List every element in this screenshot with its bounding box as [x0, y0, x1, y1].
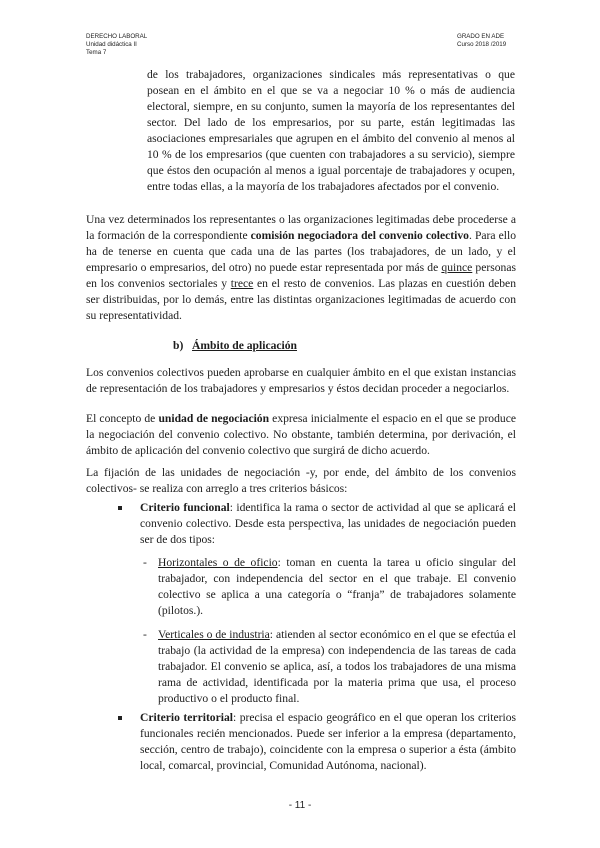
- functional-criterion: Criterio funcional: identifica la rama o sector de actividad al que se aplicará el convenio colectivo. Desde esta perspectiva, las unidades de negociación pueden ser de dos tipos:: [140, 501, 516, 546]
- section-heading: [173, 339, 297, 352]
- territorial-criterion: Criterio territorial: precisa el espacio geográfico en el que operan los criterios funcionales recién mencionados. Puede ser inferior a la empresa (departamento, sección, centro de trabajo), coincidente con la empresa o superior a ésta (ámbito local, comarcal, provincial, Comunidad Autónoma, nacional).: [140, 711, 517, 772]
- territorial-criterion-term: Criterio territorial: [140, 711, 233, 724]
- header-topic: Tema 7: [86, 49, 107, 56]
- criteria-intro-paragraph: La fijación de las unidades de negociación -y, por ende, del ámbito de los convenios colectivos- se realiza con arreglo a tres criterios básicos:: [86, 466, 516, 495]
- page-number: - 11 -: [288, 800, 312, 811]
- thirteen-term: trece: [230, 277, 254, 290]
- vertical-units-term: Verticales o de industria: [158, 628, 270, 641]
- running-header-left: [86, 33, 147, 57]
- fifteen-term: quince: [441, 261, 473, 274]
- running-header-right: [457, 33, 506, 49]
- horizontal-units: Horizontales o de oficio: toman en cuenta la tarea u oficio singular del trabajador, con independencia del sector en el que trabaje. El convenio colectivo se aplica a una categoría o “franja” de trabajadores solamente (pilotos.).: [158, 556, 516, 617]
- section-title: Ámbito de aplicación: [192, 339, 298, 352]
- bullet-icon: [118, 716, 122, 720]
- bullet-icon: [118, 506, 122, 510]
- section-letter: b): [173, 339, 184, 352]
- negotiating-committee-paragraph: Una vez determinados los representantes o las organizaciones legitimadas debe procederse a la formación de la correspondiente comisión negociadora del convenio colectivo. Para ello ha de tenerse en cuenta que cada una de las partes (los trabajadores, de un lado, y el empresario o empresarios, del otro) no puede estar representada por más de quince personas en los convenios sectoriales y trece en el resto de convenios. Las plazas en cuestión deben ser distribuidas, por lo demás, entre las distintas organizaciones legitimadas de acuerdo con su representatividad.: [86, 213, 517, 322]
- dash-marker: -: [143, 628, 147, 641]
- dash-marker: -: [143, 556, 147, 569]
- header-year: Curso 2018 /2019: [457, 41, 507, 48]
- functional-criterion-term: Criterio funcional: [140, 501, 230, 514]
- negotiation-unit-paragraph: El concepto de unidad de negociación expresa inicialmente el espacio en el que se produce la negociación del convenio colectivo. No obstante, también determina, por derivación, el ámbito de aplicación del convenio colectivo que surgirá de dicho acuerdo.: [86, 412, 516, 457]
- legitimation-paragraph: de los trabajadores, organizaciones sindicales más representativas o que posean en el ámbito en el que se va a negociar 10 % o más de audiencia electoral, siempre, en su conjunto, sumen la mayoría de los representantes del sector. Del lado de los empresarios, por su parte, están legitimadas las asociaciones empresariales que agrupen en el ámbito del convenio al menos al 10 % de los empresarios (que cuenten con trabajadores a su servicio), siempre que éstos den ocupación al menos a igual porcentaje de trabajadores y ocupen, entre todas ellas, a la mayoría de los trabajadores afectados por el convenio.: [147, 68, 515, 193]
- header-degree: GRADO EN ADE: [457, 33, 505, 40]
- vertical-units: Verticales o de industria: atienden al sector económico en el que se efectúa el trabajo (la actividad de la empresa) con independencia de las tareas de cada trabajador. El convenio se aplica, así, a todos los trabajadores de una misma rama de actividad, identificada por la materia prima que usa, el proceso productivo o el producto final.: [158, 628, 516, 705]
- negotiation-unit-term: unidad de negociación: [158, 412, 270, 425]
- scope-paragraph: Los convenios colectivos pueden aprobarse en cualquier ámbito en el que existan instancias de representación de los trabajadores y empresarios y éstos decidan proceder a negociarlos.: [86, 366, 516, 395]
- committee-term: comisión negociadora del convenio colectivo: [250, 229, 469, 242]
- header-course: DERECHO LABORAL: [86, 33, 148, 40]
- horizontal-units-term: Horizontales o de oficio: [158, 556, 278, 569]
- header-unit: Unidad didáctica II: [86, 41, 137, 48]
